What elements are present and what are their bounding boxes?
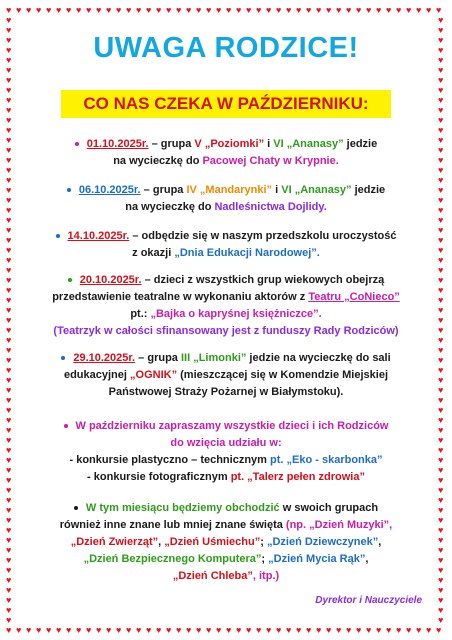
heart-icon: ♥	[438, 385, 444, 395]
heart-icon: ♥	[438, 275, 444, 285]
heart-icon: ♥	[6, 365, 12, 375]
bullet-dot	[64, 424, 68, 428]
heart-icon: ♥	[396, 625, 402, 635]
heart-icon: ♥	[438, 485, 444, 495]
heart-icon: ♥	[196, 625, 202, 635]
heart-icon: ♥	[6, 155, 12, 165]
heart-icon: ♥	[438, 465, 444, 475]
bullet-dot	[74, 506, 78, 510]
heart-icon: ♥	[296, 5, 302, 15]
play-title: „Bajka o kapryśnej księżniczce”.	[150, 308, 322, 320]
group-name: „Poziomki”	[204, 138, 265, 150]
heart-icon: ♥	[6, 425, 12, 435]
heart-icon: ♥	[166, 625, 172, 635]
group-number: IV	[186, 184, 200, 196]
heart-icon: ♥	[438, 195, 444, 205]
heart-icon: ♥	[96, 625, 102, 635]
holiday: „Dzień Zwierząt”	[70, 536, 159, 548]
heart-icon: ♥	[6, 605, 12, 615]
holidays-lead: W tym miesiącu będziemy obchodzić	[85, 502, 280, 514]
heart-icon: ♥	[438, 525, 444, 535]
heart-icon: ♥	[236, 625, 242, 635]
invite-line: do wzięcia udziału w:	[170, 437, 282, 449]
heart-icon: ♥	[16, 625, 22, 635]
heart-icon: ♥	[438, 605, 444, 615]
heart-icon: ♥	[106, 625, 112, 635]
heart-icon: ♥	[6, 395, 12, 405]
heart-icon: ♥	[6, 505, 12, 515]
heart-icon: ♥	[86, 625, 92, 635]
bullet-dot	[67, 188, 71, 192]
heart-icon: ♥	[438, 155, 444, 165]
heart-icon: ♥	[438, 25, 444, 35]
heart-icon: ♥	[438, 125, 444, 135]
heart-icon: ♥	[16, 5, 22, 15]
holiday: „Dzień Uśmiechu”	[164, 536, 261, 548]
contest: - konkursie fotograficznym	[87, 471, 231, 483]
heart-icon: ♥	[438, 225, 444, 235]
text: jedzie na wycieczkę do sali	[246, 352, 391, 364]
event-4	[26, 272, 426, 340]
heart-icon: ♥	[438, 35, 444, 45]
text: Państwowej Straży Pożarnej w Białymstoku).	[108, 386, 344, 398]
text: pt.:	[130, 308, 151, 320]
heart-icon: ♥	[246, 625, 252, 635]
text: również inne znane lub mniej znane święta	[59, 519, 286, 531]
heart-icon: ♥	[6, 415, 12, 425]
heart-icon: ♥	[176, 625, 182, 635]
month-banner	[61, 90, 391, 118]
holiday: (np. „Dzień Muzyki”,	[285, 519, 393, 531]
group-name: „Mandarynki”	[199, 184, 273, 196]
heart-icon: ♥	[438, 235, 444, 245]
heart-icon: ♥	[6, 125, 12, 135]
heart-icon: ♥	[346, 5, 352, 15]
heart-icon: ♥	[6, 295, 12, 305]
heart-icon: ♥	[438, 495, 444, 505]
heart-icon: ♥	[6, 5, 12, 15]
heart-icon: ♥	[416, 625, 422, 635]
heart-icon: ♥	[56, 5, 62, 15]
bullet-dot	[61, 356, 65, 360]
heart-icon: ♥	[438, 375, 444, 385]
heart-icon: ♥	[438, 475, 444, 485]
heart-icon: ♥	[56, 625, 62, 635]
heart-icon: ♥	[438, 575, 444, 585]
heart-icon: ♥	[286, 625, 292, 635]
holiday: „Dzień Dziewczynek”	[266, 536, 379, 548]
heart-icon: ♥	[6, 25, 12, 35]
group-number: V	[194, 138, 205, 150]
signature: Dyrektor i Nauczyciele	[315, 595, 422, 606]
heart-icon: ♥	[276, 625, 282, 635]
heart-icon: ♥	[438, 355, 444, 365]
heart-icon: ♥	[26, 625, 32, 635]
heart-icon: ♥	[36, 625, 42, 635]
heart-icon: ♥	[66, 625, 72, 635]
heart-icon: ♥	[116, 625, 122, 635]
heart-icon: ♥	[438, 415, 444, 425]
event-date: 01.10.2025r.	[86, 138, 149, 150]
heart-icon: ♥	[6, 435, 12, 445]
heart-icon: ♥	[136, 625, 142, 635]
heart-icon: ♥	[406, 625, 412, 635]
heart-icon: ♥	[336, 625, 342, 635]
heart-icon: ♥	[6, 195, 12, 205]
heart-icon: ♥	[416, 5, 422, 15]
heart-icon: ♥	[406, 5, 412, 15]
funding-note: (Teatrzyk w całości sfinansowany jest z funduszy Rady Rodziców)	[53, 325, 399, 337]
text: – grupa	[148, 138, 195, 150]
heart-icon: ♥	[438, 65, 444, 75]
heart-icon: ♥	[438, 105, 444, 115]
heart-icon: ♥	[6, 335, 12, 345]
heart-icon: ♥	[438, 565, 444, 575]
heart-icon: ♥	[426, 625, 432, 635]
group-name: „Ananasy”	[286, 138, 344, 150]
heart-icon: ♥	[196, 5, 202, 15]
page-title: UWAGA RODZICE!	[93, 32, 359, 64]
text: na wycieczkę do	[113, 155, 203, 167]
heart-icon: ♥	[6, 455, 12, 465]
heart-icon: ♥	[6, 325, 12, 335]
heart-icon: ♥	[306, 625, 312, 635]
text: jedzie	[351, 184, 386, 196]
heart-icon: ♥	[438, 505, 444, 515]
heart-icon: ♥	[6, 35, 12, 45]
heart-icon: ♥	[326, 5, 332, 15]
heart-icon: ♥	[316, 5, 322, 15]
event-date: 14.10.2025r.	[67, 230, 130, 242]
heart-icon: ♥	[6, 45, 12, 55]
poster	[26, 22, 426, 622]
heart-icon: ♥	[356, 625, 362, 635]
heart-icon: ♥	[46, 5, 52, 15]
heart-icon: ♥	[438, 185, 444, 195]
place: „OGNIK”	[130, 369, 178, 381]
heart-icon: ♥	[226, 5, 232, 15]
heart-icon: ♥	[6, 565, 12, 575]
heart-icon: ♥	[126, 625, 132, 635]
heart-icon: ♥	[6, 515, 12, 525]
heart-icon: ♥	[6, 85, 12, 95]
heart-icon: ♥	[266, 625, 272, 635]
heart-icon: ♥	[438, 55, 444, 65]
heart-icon: ♥	[376, 625, 382, 635]
heart-icon: ♥	[126, 5, 132, 15]
heart-icon: ♥	[6, 145, 12, 155]
heart-icon: ♥	[6, 185, 12, 195]
heart-icon: ♥	[106, 5, 112, 15]
heart-icon: ♥	[166, 5, 172, 15]
heart-icon: ♥	[296, 625, 302, 635]
event-3	[26, 228, 426, 262]
heart-icon: ♥	[438, 255, 444, 265]
heart-icon: ♥	[336, 5, 342, 15]
heart-icon: ♥	[438, 135, 444, 145]
heart-icon: ♥	[438, 95, 444, 105]
text: z okazji	[132, 247, 175, 259]
heart-icon: ♥	[146, 625, 152, 635]
heart-icon: ♥	[6, 495, 12, 505]
heart-icon: ♥	[206, 625, 212, 635]
heart-icon: ♥	[226, 625, 232, 635]
heart-icon: ♥	[6, 165, 12, 175]
bullet-dot	[68, 278, 72, 282]
heart-icon: ♥	[438, 165, 444, 175]
heart-icon: ♥	[6, 55, 12, 65]
heart-icon: ♥	[236, 5, 242, 15]
heart-icon: ♥	[6, 535, 12, 545]
heart-icon: ♥	[246, 5, 252, 15]
heart-icon: ♥	[96, 5, 102, 15]
event-2	[26, 182, 426, 216]
heart-icon: ♥	[6, 385, 12, 395]
holiday: „Dzień Bezpiecznego Komputera”	[83, 553, 262, 565]
heart-icon: ♥	[6, 465, 12, 475]
heart-icon: ♥	[438, 315, 444, 325]
heart-icon: ♥	[438, 265, 444, 275]
heart-icon: ♥	[438, 215, 444, 225]
heart-icon: ♥	[346, 625, 352, 635]
heart-icon: ♥	[186, 5, 192, 15]
heart-icon: ♥	[6, 445, 12, 455]
heart-icon: ♥	[6, 205, 12, 215]
heart-icon: ♥	[6, 355, 12, 365]
bullet-dot	[56, 234, 60, 238]
heart-icon: ♥	[438, 305, 444, 315]
heart-icon: ♥	[438, 585, 444, 595]
heart-icon: ♥	[438, 335, 444, 345]
heart-icon: ♥	[438, 205, 444, 215]
heart-icon: ♥	[438, 545, 444, 555]
heart-icon: ♥	[36, 5, 42, 15]
heart-icon: ♥	[146, 5, 152, 15]
heart-icon: ♥	[6, 275, 12, 285]
heart-icon: ♥	[438, 245, 444, 255]
heart-icon: ♥	[438, 595, 444, 605]
heart-icon: ♥	[116, 5, 122, 15]
heart-icon: ♥	[438, 455, 444, 465]
contest: - konkursie plastyczno – technicznym	[69, 454, 271, 466]
heart-icon: ♥	[6, 235, 12, 245]
heart-icon: ♥	[376, 5, 382, 15]
text: i	[264, 138, 274, 150]
heart-icon: ♥	[176, 5, 182, 15]
heart-icon: ♥	[438, 425, 444, 435]
heart-icon: ♥	[438, 555, 444, 565]
event-1	[26, 136, 426, 170]
heart-icon: ♥	[136, 5, 142, 15]
text: w swoich grupach	[279, 502, 379, 514]
text: – grupa	[135, 352, 181, 364]
heart-icon: ♥	[436, 5, 442, 15]
text: i	[272, 184, 282, 196]
heart-icon: ♥	[306, 5, 312, 15]
heart-icon: ♥	[6, 245, 12, 255]
invite	[26, 418, 426, 486]
heart-icon: ♥	[6, 175, 12, 185]
heart-icon: ♥	[356, 5, 362, 15]
heart-icon: ♥	[438, 405, 444, 415]
heart-icon: ♥	[366, 625, 372, 635]
group-number: VI	[281, 184, 295, 196]
heart-icon: ♥	[76, 625, 82, 635]
heart-icon: ♥	[156, 5, 162, 15]
place: Nadleśnictwa Dojlidy.	[214, 201, 327, 213]
heart-icon: ♥	[438, 345, 444, 355]
heart-icon: ♥	[6, 575, 12, 585]
contest-title: pt. „Talerz pełen zdrowia”	[230, 471, 365, 483]
invite-line: W październiku zapraszamy wszystkie dzieci i ich Rodziców	[75, 420, 389, 432]
heart-icon: ♥	[6, 475, 12, 485]
holidays: W tym miesiącu będziemy obchodzić w swoich grupach również inne znane lub mniej znane święta (np. „Dzień Muzyki”, „Dzień Zwierząt”, „Dzień Uśmiechu”; „Dzień Dziewczynek”, „Dzień Bezpiecznego Komputera”; „Dzień Mycia Rąk”, „Dzień Chleba”, itp.)	[59, 502, 393, 582]
heart-icon: ♥	[6, 525, 12, 535]
text: na wycieczkę do	[125, 201, 215, 213]
heart-icon: ♥	[6, 345, 12, 355]
heart-icon: ♥	[6, 215, 12, 225]
heart-icon: ♥	[438, 445, 444, 455]
heart-icon: ♥	[386, 5, 392, 15]
heart-icon: ♥	[6, 305, 12, 315]
holiday-end: , itp.)	[252, 570, 280, 582]
heart-icon: ♥	[438, 285, 444, 295]
heart-icon: ♥	[216, 625, 222, 635]
heart-icon: ♥	[438, 145, 444, 155]
heart-icon: ♥	[6, 75, 12, 85]
holiday: „Dzień Mycia Rąk”	[268, 553, 366, 565]
heart-icon: ♥	[438, 395, 444, 405]
heart-icon: ♥	[6, 545, 12, 555]
group-name: „Ananasy”	[294, 184, 352, 196]
text: przedstawienie teatralne w wykonaniu aktorów z	[52, 291, 309, 303]
heart-icon: ♥	[438, 515, 444, 525]
heart-icon: ♥	[6, 615, 12, 625]
heart-icon: ♥	[286, 5, 292, 15]
heart-icon: ♥	[6, 95, 12, 105]
heart-icon: ♥	[438, 85, 444, 95]
heart-icon: ♥	[6, 625, 12, 635]
heart-icon: ♥	[438, 15, 444, 25]
heart-icon: ♥	[316, 625, 322, 635]
heart-icon: ♥	[6, 585, 12, 595]
group-name: „Limonki”	[193, 352, 247, 364]
heart-icon: ♥	[6, 555, 12, 565]
heart-icon: ♥	[6, 115, 12, 125]
heart-icon: ♥	[438, 115, 444, 125]
heart-icon: ♥	[6, 65, 12, 75]
heart-icon: ♥	[386, 625, 392, 635]
text: edukacyjnej	[63, 369, 131, 381]
heart-icon: ♥	[438, 535, 444, 545]
event-date: 06.10.2025r.	[78, 184, 141, 196]
heart-icon: ♥	[436, 625, 442, 635]
heart-icon: ♥	[66, 5, 72, 15]
heart-icon: ♥	[438, 435, 444, 445]
heart-icon: ♥	[438, 75, 444, 85]
heart-icon: ♥	[276, 5, 282, 15]
holiday: „Dzień Chleba”	[172, 570, 253, 582]
heart-icon: ♥	[6, 285, 12, 295]
heart-icon: ♥	[366, 5, 372, 15]
text: – grupa	[140, 184, 187, 196]
heart-icon: ♥	[6, 15, 12, 25]
heart-icon: ♥	[438, 615, 444, 625]
heart-icon: ♥	[6, 405, 12, 415]
heart-icon: ♥	[186, 625, 192, 635]
text: – dzieci z wszystkich grup wiekowych obejrzą	[141, 274, 385, 286]
banner-text: CO NAS CZEKA W PAŹDZIERNIKU:	[83, 94, 369, 113]
heart-icon: ♥	[438, 365, 444, 375]
heart-icon: ♥	[26, 5, 32, 15]
heart-icon: ♥	[46, 625, 52, 635]
heart-icon: ♥	[86, 5, 92, 15]
heart-icon: ♥	[6, 105, 12, 115]
heart-icon: ♥	[6, 135, 12, 145]
event-date: 20.10.2025r.	[79, 274, 142, 286]
heart-icon: ♥	[6, 485, 12, 495]
contest-title: pt. „Eko - skarbonka”	[270, 454, 383, 466]
heart-icon: ♥	[216, 5, 222, 15]
text: jedzie	[343, 138, 378, 150]
event-5	[26, 350, 426, 401]
text: (mieszczącej się w Komendzie Miejskiej	[177, 369, 389, 381]
place: „Dnia Edukacji Narodowej”.	[174, 247, 320, 259]
heart-icon: ♥	[6, 265, 12, 275]
heart-icon: ♥	[6, 255, 12, 265]
event-date: 29.10.2025r.	[73, 352, 136, 364]
theatre-name: Teatru „CoNieco”	[308, 291, 400, 303]
heart-icon: ♥	[438, 325, 444, 335]
heart-icon: ♥	[256, 5, 262, 15]
heart-icon: ♥	[438, 45, 444, 55]
text: – odbędzie się w naszym przedszkolu uroczystość	[129, 230, 397, 242]
heart-icon: ♥	[396, 5, 402, 15]
heart-icon: ♥	[6, 595, 12, 605]
heart-icon: ♥	[438, 295, 444, 305]
heart-icon: ♥	[438, 175, 444, 185]
heart-icon: ♥	[206, 5, 212, 15]
heart-icon: ♥	[256, 625, 262, 635]
heart-icon: ♥	[6, 225, 12, 235]
heart-icon: ♥	[326, 625, 332, 635]
heart-icon: ♥	[266, 5, 272, 15]
heart-icon: ♥	[6, 315, 12, 325]
heart-icon: ♥	[156, 625, 162, 635]
place: Pacowej Chaty w Krypnie.	[202, 155, 339, 167]
heart-icon: ♥	[6, 375, 12, 385]
heart-icon: ♥	[76, 5, 82, 15]
bullet-dot	[75, 142, 79, 146]
group-number: VI	[273, 138, 287, 150]
group-number: III	[180, 352, 194, 364]
heart-icon: ♥	[426, 5, 432, 15]
